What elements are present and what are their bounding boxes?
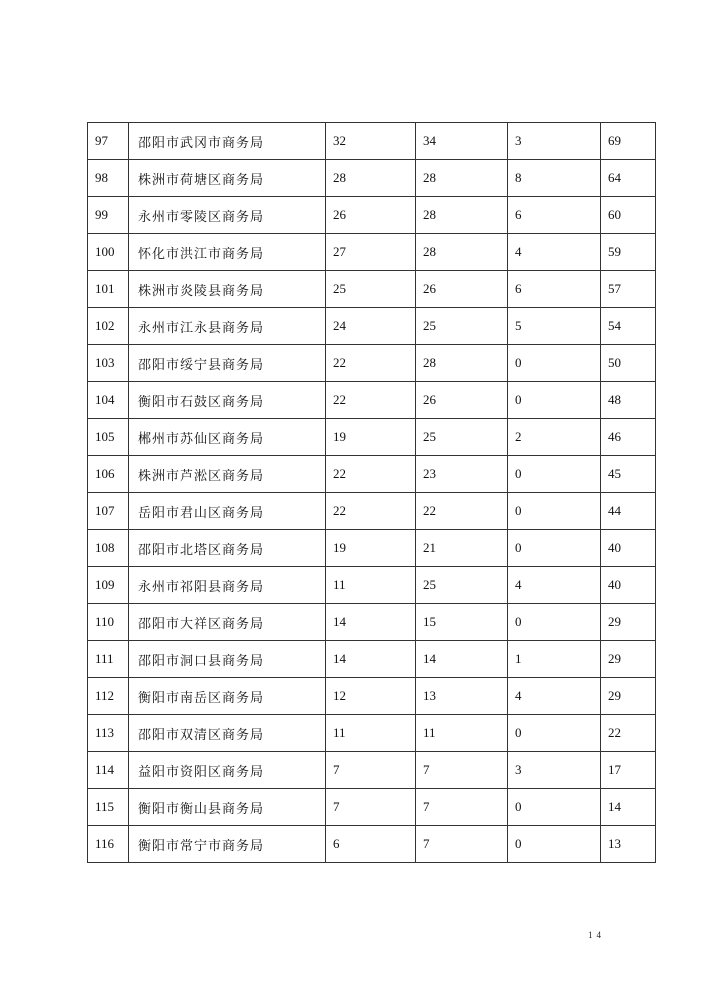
rank-cell: 98: [88, 160, 129, 197]
value-cell: 3: [508, 752, 601, 789]
value-cell: 23: [416, 456, 508, 493]
value-cell: 25: [416, 308, 508, 345]
table-row: [88, 715, 656, 752]
total-cell: 29: [601, 604, 656, 641]
value-cell: 7: [326, 789, 416, 826]
unit-cell: 邵阳市大祥区商务局: [129, 604, 326, 641]
total-cell: 40: [601, 567, 656, 604]
value-cell: 0: [508, 789, 601, 826]
value-cell: 15: [416, 604, 508, 641]
rank-cell: 116: [88, 826, 129, 863]
value-cell: 0: [508, 604, 601, 641]
unit-cell: 邵阳市绥宁县商务局: [129, 345, 326, 382]
unit-cell: 株洲市炎陵县商务局: [129, 271, 326, 308]
value-cell: 3: [508, 123, 601, 160]
unit-cell: 永州市江永县商务局: [129, 308, 326, 345]
table-row: [88, 641, 656, 678]
table-row: [88, 345, 656, 382]
value-cell: 0: [508, 715, 601, 752]
score-table: [87, 122, 656, 863]
table-row: [88, 271, 656, 308]
table-row: [88, 604, 656, 641]
total-cell: 54: [601, 308, 656, 345]
value-cell: 26: [326, 197, 416, 234]
rank-cell: 104: [88, 382, 129, 419]
total-cell: 29: [601, 641, 656, 678]
total-cell: 64: [601, 160, 656, 197]
value-cell: 0: [508, 382, 601, 419]
value-cell: 14: [416, 641, 508, 678]
table-row: [88, 123, 656, 160]
unit-cell: 邵阳市双清区商务局: [129, 715, 326, 752]
table-row: [88, 308, 656, 345]
rank-cell: 111: [88, 641, 129, 678]
value-cell: 6: [508, 197, 601, 234]
table-row: [88, 567, 656, 604]
unit-cell: 邵阳市北塔区商务局: [129, 530, 326, 567]
unit-cell: 衡阳市衡山县商务局: [129, 789, 326, 826]
rank-cell: 106: [88, 456, 129, 493]
total-cell: 46: [601, 419, 656, 456]
total-cell: 69: [601, 123, 656, 160]
value-cell: 13: [416, 678, 508, 715]
rank-cell: 115: [88, 789, 129, 826]
value-cell: 1: [508, 641, 601, 678]
value-cell: 11: [416, 715, 508, 752]
value-cell: 28: [416, 234, 508, 271]
value-cell: 22: [326, 345, 416, 382]
value-cell: 28: [416, 160, 508, 197]
value-cell: 28: [416, 197, 508, 234]
total-cell: 14: [601, 789, 656, 826]
unit-cell: 益阳市资阳区商务局: [129, 752, 326, 789]
value-cell: 6: [508, 271, 601, 308]
unit-cell: 永州市零陵区商务局: [129, 197, 326, 234]
value-cell: 19: [326, 530, 416, 567]
table-row: [88, 234, 656, 271]
table-row: [88, 160, 656, 197]
value-cell: 7: [416, 826, 508, 863]
value-cell: 25: [326, 271, 416, 308]
table-row: [88, 456, 656, 493]
value-cell: 25: [416, 419, 508, 456]
value-cell: 4: [508, 678, 601, 715]
total-cell: 60: [601, 197, 656, 234]
unit-cell: 衡阳市南岳区商务局: [129, 678, 326, 715]
value-cell: 34: [416, 123, 508, 160]
table-row: [88, 493, 656, 530]
rank-cell: 100: [88, 234, 129, 271]
total-cell: 48: [601, 382, 656, 419]
value-cell: 28: [416, 345, 508, 382]
value-cell: 19: [326, 419, 416, 456]
unit-cell: 株洲市芦淞区商务局: [129, 456, 326, 493]
table-row: [88, 678, 656, 715]
value-cell: 22: [326, 493, 416, 530]
rank-cell: 102: [88, 308, 129, 345]
value-cell: 12: [326, 678, 416, 715]
rank-cell: 105: [88, 419, 129, 456]
rank-cell: 97: [88, 123, 129, 160]
value-cell: 0: [508, 456, 601, 493]
value-cell: 27: [326, 234, 416, 271]
total-cell: 57: [601, 271, 656, 308]
rank-cell: 110: [88, 604, 129, 641]
value-cell: 4: [508, 567, 601, 604]
value-cell: 11: [326, 567, 416, 604]
value-cell: 25: [416, 567, 508, 604]
rank-cell: 109: [88, 567, 129, 604]
table-row: [88, 197, 656, 234]
table-row: [88, 530, 656, 567]
value-cell: 26: [416, 271, 508, 308]
rank-cell: 113: [88, 715, 129, 752]
table-row: [88, 826, 656, 863]
rank-cell: 107: [88, 493, 129, 530]
rank-cell: 99: [88, 197, 129, 234]
unit-cell: 邵阳市武冈市商务局: [129, 123, 326, 160]
total-cell: 13: [601, 826, 656, 863]
unit-cell: 衡阳市常宁市商务局: [129, 826, 326, 863]
rank-cell: 101: [88, 271, 129, 308]
total-cell: 29: [601, 678, 656, 715]
rank-cell: 114: [88, 752, 129, 789]
page-number: 14: [588, 930, 605, 940]
table-row: [88, 789, 656, 826]
value-cell: 24: [326, 308, 416, 345]
value-cell: 0: [508, 345, 601, 382]
value-cell: 0: [508, 493, 601, 530]
unit-cell: 邵阳市洞口县商务局: [129, 641, 326, 678]
unit-cell: 衡阳市石鼓区商务局: [129, 382, 326, 419]
unit-cell: 岳阳市君山区商务局: [129, 493, 326, 530]
value-cell: 32: [326, 123, 416, 160]
unit-cell: 怀化市洪江市商务局: [129, 234, 326, 271]
table-body: [88, 123, 656, 863]
rank-cell: 112: [88, 678, 129, 715]
unit-cell: 永州市祁阳县商务局: [129, 567, 326, 604]
value-cell: 14: [326, 604, 416, 641]
rank-cell: 103: [88, 345, 129, 382]
value-cell: 28: [326, 160, 416, 197]
value-cell: 22: [326, 456, 416, 493]
value-cell: 22: [416, 493, 508, 530]
value-cell: 11: [326, 715, 416, 752]
value-cell: 0: [508, 826, 601, 863]
value-cell: 4: [508, 234, 601, 271]
value-cell: 7: [416, 789, 508, 826]
total-cell: 45: [601, 456, 656, 493]
table-row: [88, 419, 656, 456]
total-cell: 59: [601, 234, 656, 271]
value-cell: 22: [326, 382, 416, 419]
total-cell: 44: [601, 493, 656, 530]
value-cell: 7: [326, 752, 416, 789]
value-cell: 5: [508, 308, 601, 345]
rank-cell: 108: [88, 530, 129, 567]
value-cell: 6: [326, 826, 416, 863]
table-row: [88, 382, 656, 419]
total-cell: 40: [601, 530, 656, 567]
value-cell: 14: [326, 641, 416, 678]
value-cell: 0: [508, 530, 601, 567]
value-cell: 2: [508, 419, 601, 456]
unit-cell: 郴州市苏仙区商务局: [129, 419, 326, 456]
unit-cell: 株洲市荷塘区商务局: [129, 160, 326, 197]
table-row: [88, 752, 656, 789]
total-cell: 22: [601, 715, 656, 752]
total-cell: 17: [601, 752, 656, 789]
total-cell: 50: [601, 345, 656, 382]
value-cell: 8: [508, 160, 601, 197]
value-cell: 7: [416, 752, 508, 789]
value-cell: 21: [416, 530, 508, 567]
value-cell: 26: [416, 382, 508, 419]
